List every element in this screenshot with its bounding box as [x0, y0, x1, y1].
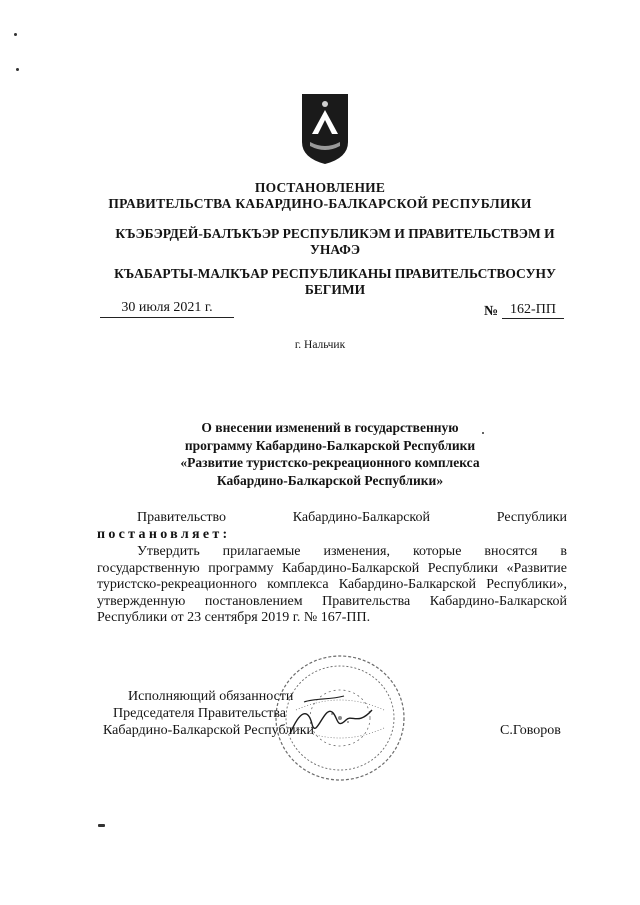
gov-word: Кабардино-Балкарской [292, 510, 430, 525]
resolves-word: постановляет: [97, 527, 231, 542]
handwritten-signature [286, 690, 376, 750]
government-heading-kab: КЪЭБЭРДЕЙ-БАЛЪКЪЭР РЕСПУБЛИКЭМ И ПРАВИТЕЛЬСТВЭМ И УНАФЭ [115, 226, 555, 257]
gov-word: Правительство [137, 510, 226, 525]
resolution-paragraph [97, 544, 567, 627]
signatory-title-line: Председателя Правительства [113, 706, 287, 721]
signatory-title-line: Кабардино-Балкарской Республики [103, 723, 314, 738]
number-label: № [484, 304, 499, 319]
subject-line: Кабардино-Балкарской Республики» [216, 472, 444, 488]
scan-speck [16, 68, 19, 71]
city-label: г. Нальчик [294, 339, 346, 351]
scan-speck [482, 432, 484, 434]
government-heading-bal: КЪАБАРТЫ-МАЛКЪАР РЕСПУБЛИКАНЫ ПРАВИТЕЛЬСТВОСУНУ БЕГИМИ [114, 266, 556, 297]
government-line [97, 510, 567, 527]
subject-line: О внесении изменений в государственную [201, 420, 459, 435]
scan-speck [14, 33, 17, 36]
document-type-heading: ПОСТАНОВЛЕНИЕ [254, 180, 386, 195]
document-subject [120, 419, 540, 489]
subject-line: программу Кабардино-Балкарской Республики [184, 437, 476, 453]
document-number: 162-ПП [502, 302, 564, 319]
gov-word: Республики [496, 510, 567, 525]
document-date: 30 июля 2021 г. [100, 300, 234, 318]
subject-line: «Развитие туристско-рекреационного комплекса [180, 455, 480, 470]
scan-speck [98, 824, 105, 827]
signatory-title-line: Исполняющий обязанности [128, 689, 294, 704]
coat-of-arms-icon [300, 92, 350, 166]
signatory-name: С.Говоров [500, 723, 561, 738]
government-heading-ru: ПРАВИТЕЛЬСТВА КАБАРДИНО-БАЛКАРСКОЙ РЕСПУБЛИКИ [108, 196, 532, 211]
resolution-text: Утвердить прилагаемые изменения, которые вносятся в государственную программу Кабардино-Балкарской Республики «Развитие туристско-рекреационного комплекса Кабардино-Балкарской Республики», утвержденную постановлением Правительства Кабардино-Балкарской Республики от 23 сентября 2019 г. № 167-ПП. [97, 544, 567, 625]
